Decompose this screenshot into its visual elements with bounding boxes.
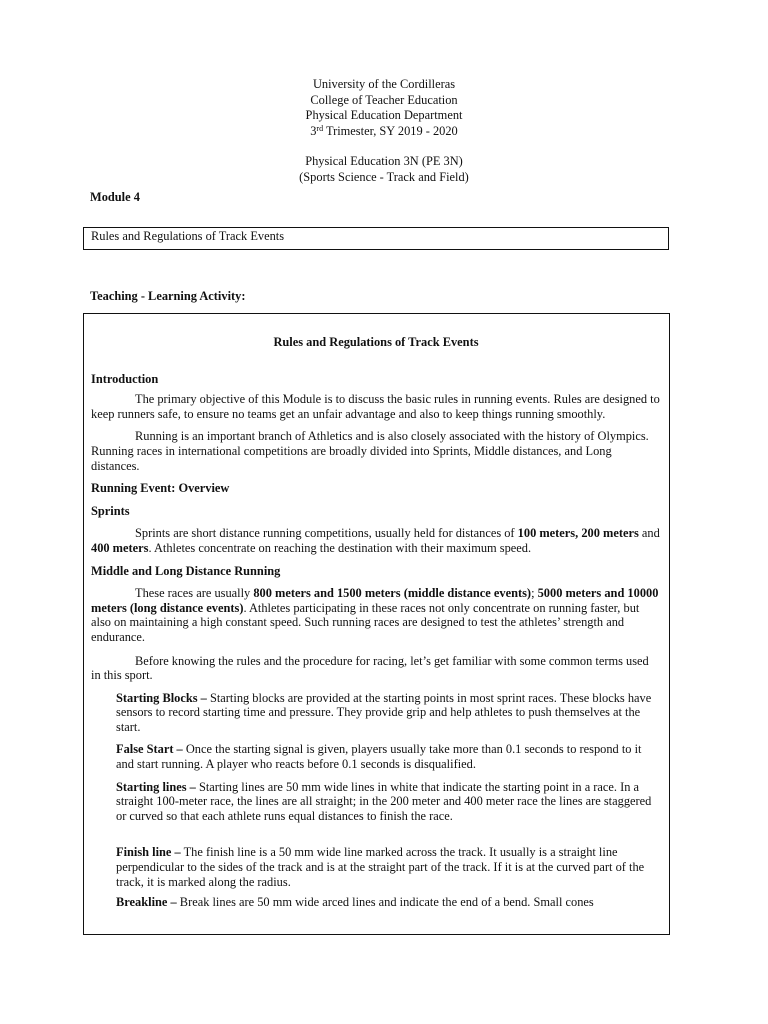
term-text: Starting lines are 50 mm wide lines in white that indicate the starting point in a race. In a straight 100-meter race, the lines are all straight; in the 200 meter and 400 meter race the lines are staggered or curved so that each athlete runs equal distances to finish the race. — [116, 779, 652, 823]
term-starting-lines — [91, 780, 661, 824]
overview-heading: Running Event: Overview — [91, 481, 230, 496]
term-text: Once the starting signal is given, players usually take more than 0.1 seconds to respond to it and start running. A player who reacts before 0.1 seconds is disqualified. — [116, 742, 642, 772]
sprints-text-a: Sprints are short distance running competitions, usually held for distances of — [135, 526, 518, 541]
sprints-heading: Sprints — [91, 503, 130, 518]
term-starting-blocks — [91, 691, 661, 735]
term-line — [0, 124, 768, 140]
mld-text-e: . Athletes participating in these races not only concentrate on running faster, but also on maintaining a high constant speed. Such running races are designed to test the athletes’ strength and endurance. — [91, 600, 640, 644]
course-name: Physical Education 3N (PE 3N) — [305, 154, 463, 168]
mld-long-events: 5000 meters and 10000 meters (long distance events) — [91, 586, 659, 615]
intro-paragraph-2: Running is an important branch of Athletics and is also closely associated with the history of Olympics. Running races in international competitions are broadly divided into Sprints, Middle distances, and Long distances. — [91, 429, 649, 473]
term-name: Finish line – — [116, 845, 181, 860]
module-title: Rules and Regulations of Track Events — [91, 229, 285, 243]
term-name: Starting lines – — [116, 779, 196, 794]
middle-long-heading: Middle and Long Distance Running — [91, 563, 281, 578]
course-topic: (Sports Science - Track and Field) — [299, 169, 469, 184]
intro-paragraph-1: The primary objective of this Module is to discuss the basic rules in running events. Rules are designed to keep runners safe, to ensure no teams get an unfair advantage and also to keep things running smoothly. — [91, 392, 660, 421]
term-text: Starting blocks are provided at the starting points in most sprint races. These blocks have sensors to record starting time and pressure. They provide grip and help athletes to push themselves at the start. — [116, 690, 652, 734]
term-text: The finish line is a 50 mm wide line marked across the track. It usually is a straight line perpendicular to the sides of the track and is at the straight part of the track. If it is at the curved part of the track, it is marked along the radius. — [116, 845, 645, 889]
activity-label: Teaching - Learning Activity: — [90, 289, 246, 303]
sprints-text-c: and — [638, 526, 660, 541]
activity-content-box — [83, 313, 670, 935]
term-name: Starting Blocks – — [116, 690, 207, 705]
department-name: Physical Education Department — [305, 108, 463, 122]
content-title: Rules and Regulations of Track Events — [273, 335, 479, 349]
term-name: False Start – — [116, 742, 183, 757]
term-ordinal: rd — [316, 123, 324, 133]
mld-middle-events: 800 meters and 1500 meters (middle distance events) — [253, 586, 532, 601]
term-text: Break lines are 50 mm wide arced lines and indicate the end of a bend. Small cones — [176, 895, 594, 910]
middle-long-paragraph — [91, 586, 661, 644]
term-rest: Trimester, SY 2019 - 2020 — [323, 123, 458, 138]
sprints-paragraph — [91, 526, 661, 555]
term-breakline — [91, 895, 661, 910]
college-name: College of Teacher Education — [310, 92, 458, 107]
sprints-text-e: . Athletes concentrate on reaching the destination with their maximum speed. — [148, 540, 532, 555]
term-number: 3 — [310, 123, 317, 138]
term-finish-line — [91, 845, 661, 889]
mld-text-c: ; — [531, 586, 538, 601]
university-name: University of the Cordilleras — [312, 77, 456, 91]
module-title-box — [83, 227, 669, 250]
sprints-distances-2: 400 meters — [91, 540, 149, 555]
term-name: Breakline – — [116, 895, 177, 910]
intro-heading: Introduction — [91, 371, 159, 386]
term-false-start — [91, 742, 661, 771]
document-header — [0, 77, 768, 185]
before-paragraph: Before knowing the rules and the procedure for racing, let’s get familiar with some common terms used in this sport. — [91, 653, 649, 683]
sprints-distances-1: 100 meters, 200 meters — [517, 526, 639, 541]
module-label: Module 4 — [90, 190, 140, 204]
mld-text-a: These races are usually — [135, 586, 254, 601]
